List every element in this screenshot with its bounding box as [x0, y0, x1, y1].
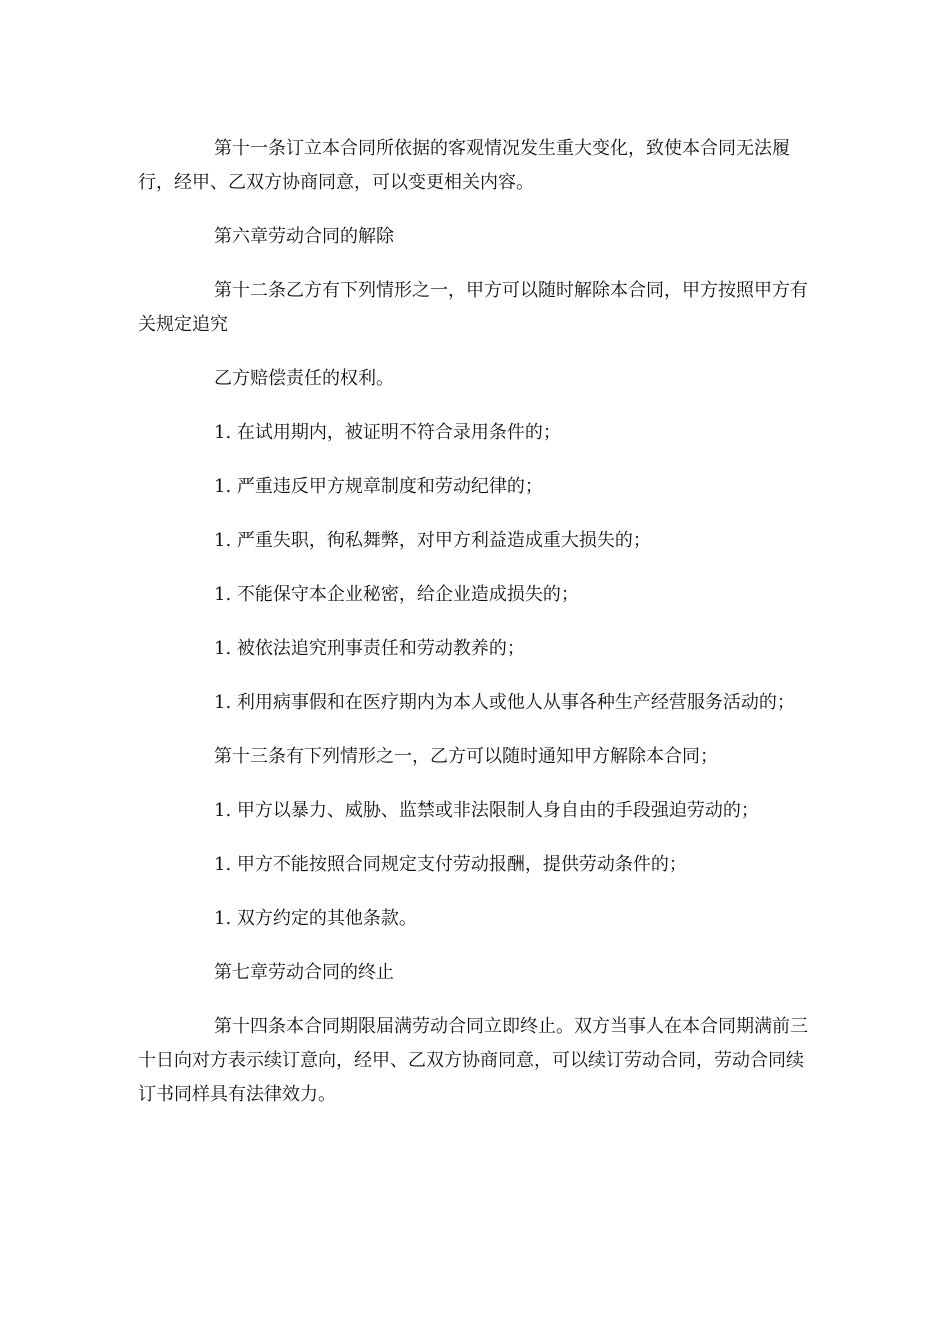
list-item: 1. 严重违反甲方规章制度和劳动纪律的； [214, 476, 543, 497]
paragraph-article-13: 第十三条有下列情形之一，乙方可以随时通知甲方解除本合同； [214, 746, 718, 767]
list-item: 1. 在试用期内，被证明不符合录用条件的； [214, 422, 561, 443]
list-item: 1. 被依法追究刑事责任和劳动教养的； [214, 638, 525, 659]
chapter-7-heading: 第七章劳动合同的终止 [214, 962, 394, 983]
chapter-6-heading: 第六章劳动合同的解除 [214, 226, 394, 247]
paragraph-article-14: 第十四条本合同期限届满劳动合同立即终止。双方当事人在本合同期满前三十日向对方表示续订意向，经甲、乙双方协商同意，可以续订劳动合同，劳动合同续订书同样具有法律效力。 [138, 1016, 808, 1105]
list-item: 1. 甲方以暴力、威胁、监禁或非法限制人身自由的手段强迫劳动的； [214, 800, 759, 821]
paragraph-article-11: 第十一条订立本合同所依据的客观情况发生重大变化，致使本合同无法履行，经甲、乙双方协商同意，可以变更相关内容。 [138, 138, 790, 193]
list-item: 1. 严重失职，徇私舞弊，对甲方利益造成重大损失的； [214, 530, 651, 551]
list-item: 1. 利用病事假和在医疗期内为本人或他人从事各种生产经营服务活动的； [214, 692, 795, 713]
list-item: 1. 不能保守本企业秘密，给企业造成损失的； [214, 584, 579, 605]
list-item: 1. 甲方不能按照合同规定支付劳动报酬，提供劳动条件的； [214, 854, 687, 875]
list-item: 1. 双方约定的其他条款。 [214, 908, 417, 929]
document-body [138, 132, 818, 1132]
paragraph-article-12: 第十二条乙方有下列情形之一，甲方可以随时解除本合同，甲方按照甲方有关规定追究 [138, 280, 808, 335]
paragraph-article-12-continued: 乙方赔偿责任的权利。 [214, 368, 394, 389]
